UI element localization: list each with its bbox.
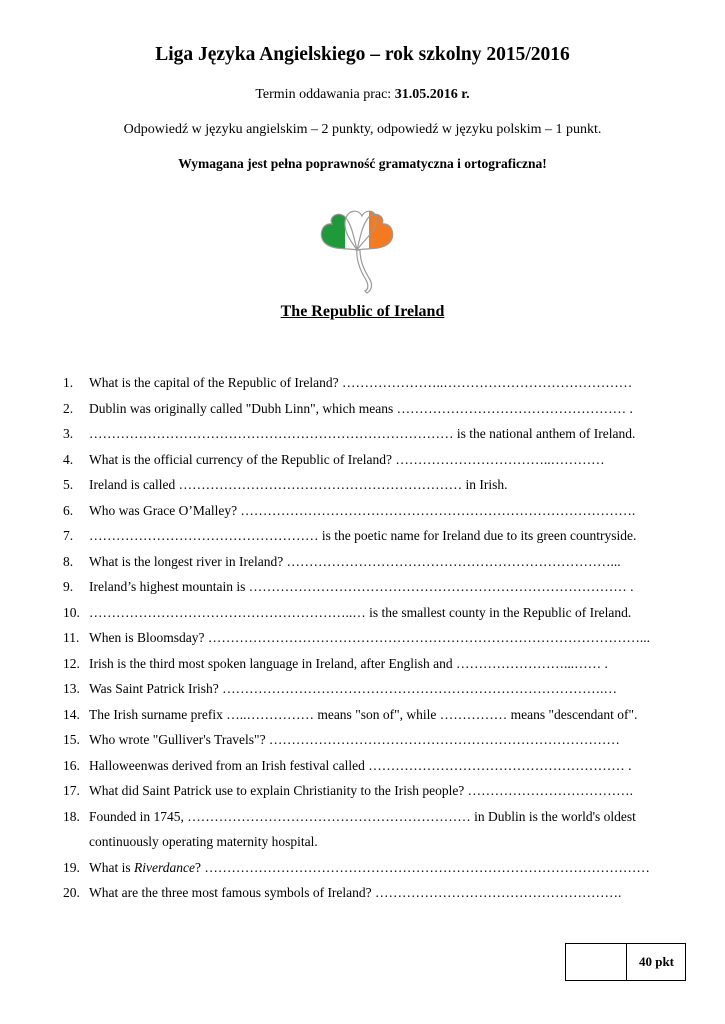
question-number: 7.: [63, 528, 74, 543]
score-label: 40 pkt: [638, 954, 675, 969]
question-text: When is Bloomsday? ……………………………………………………………………………………...: [89, 630, 650, 645]
question-number: 19.: [63, 859, 80, 875]
question-number: 16.: [63, 757, 80, 773]
question-number: 17.: [63, 783, 80, 798]
question-number: 8.: [63, 553, 74, 569]
question-text: Who wrote "Gulliver's Travels"? ……………………………………………………………………: [89, 732, 620, 747]
question-number: 4.: [63, 451, 74, 467]
question-number: 2.: [63, 400, 74, 416]
shamrock-icon: [316, 200, 398, 294]
question-number: 11.: [63, 630, 80, 645]
question-number: 14.: [63, 706, 80, 722]
question-text: continuously operating maternity hospital.: [89, 834, 318, 849]
question-number: 3.: [63, 426, 74, 441]
grammar-requirement: Wymagana jest pełna poprawność gramatyczna i ortograficzna!: [178, 156, 547, 171]
score-box: [565, 943, 686, 981]
question-text: What is the capital of the Republic of Ireland? …………………..……………………………………: [89, 375, 633, 390]
question-text: What are the three most famous symbols of Ireland? ……………………………………………….: [89, 885, 622, 900]
question-text-part: ? ………………………………………………………………………………………: [194, 859, 650, 875]
question-number: 18.: [63, 808, 80, 824]
question-number: 20.: [63, 885, 80, 900]
question-text: What did Saint Patrick use to explain Christianity to the Irish people? ……………………………….: [89, 783, 634, 798]
question-text: ……………………………………………………………………… is the national anthem of Ireland.: [89, 426, 636, 441]
deadline-label: Termin oddawania prac:: [255, 87, 395, 102]
question-number: 1.: [63, 375, 74, 390]
scoring-rule: Odpowiedź w języku angielskim – 2 punkty, odpowiedź w języku polskim – 1 punkt.: [123, 122, 602, 137]
question-text: Irish is the third most spoken language in Ireland, after English and ……………………...…… .: [89, 655, 608, 671]
question-text: What is the official currency of the Republic of Ireland? ……………………………..…………: [89, 451, 605, 467]
deadline-date: 31.05.2016 r.: [394, 87, 470, 102]
section-title: The Republic of Ireland: [280, 303, 445, 320]
question-text: Founded in 1745, ……………………………………………………… in Dublin is the world's oldest: [89, 808, 636, 824]
question-text: What is the longest river in Ireland? ………………………………………………………………...: [89, 553, 621, 569]
question-text: [89, 859, 650, 876]
question-text-italic: Riverdance: [134, 859, 195, 875]
question-text: Was Saint Patrick Irish? ………………………………………………………………………….…: [89, 681, 618, 696]
question-number: 12.: [63, 655, 80, 671]
question-number: 9.: [63, 579, 74, 594]
page-title: Liga Języka Angielskiego – rok szkolny 2015/2016: [155, 44, 570, 65]
question-text-part: What is: [89, 859, 134, 875]
question-text: Who was Grace O’Malley? …………………………………………………………………………….: [89, 502, 636, 518]
question-text: …………………………………………………..… is the smallest county in the Republic of Ireland.: [89, 604, 632, 620]
question-number: 6.: [63, 502, 74, 518]
question-text: Dublin was originally called "Dubh Linn", which means …………………………………………… .: [89, 400, 633, 416]
question-text: The Irish surname prefix …..…………… means "son of", while …………… means "descendant of".: [89, 706, 638, 722]
question-number: 13.: [63, 681, 80, 696]
question-number: 15.: [63, 732, 80, 747]
question-text: Halloweenwas derived from an Irish festival called ………………………………………………… .: [89, 757, 632, 773]
question-number: 10.: [63, 604, 80, 620]
question-text: …………………………………………… is the poetic name for Ireland due to its green countryside.: [89, 528, 637, 543]
question-text: Ireland’s highest mountain is ………………………………………………………………………… .: [89, 579, 634, 594]
question-number: 5.: [63, 477, 74, 492]
question-text: Ireland is called ……………………………………………………… in Irish.: [89, 477, 508, 492]
deadline-line: [0, 87, 725, 103]
